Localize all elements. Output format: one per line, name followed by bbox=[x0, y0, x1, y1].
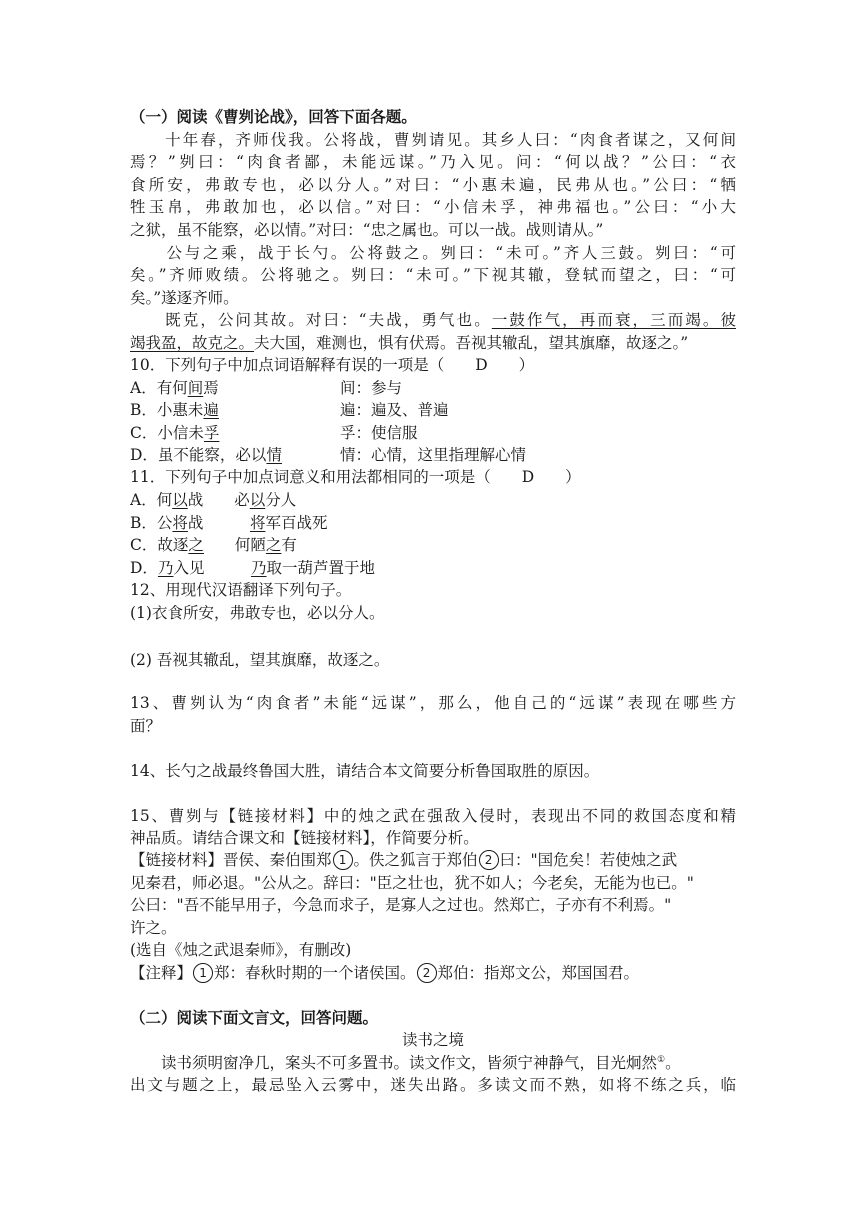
passage-line: 十年春，齐师伐我。公将战，曹刿请见。其乡人曰：“肉食者谋之，又何间 bbox=[130, 131, 736, 149]
link-material: 公曰："吾不能早用子，今急而求子，是寡人之过也。然郑亡，子亦有不利焉。" bbox=[130, 896, 672, 914]
q10-stem: 10．下列句子中加点词语解释有误的一项是（ D ） bbox=[130, 356, 535, 374]
passage-line: 焉？”刿曰：“肉食者鄙，未能远谋。”乃入见。问：“何以战？”公曰：“衣 bbox=[130, 153, 736, 171]
q11-option-a: A．何以战 必以分人 bbox=[130, 491, 297, 509]
source-note: (选自《烛之武退秦师》，有删改) bbox=[130, 941, 352, 959]
passage-line: 矣。”齐师败绩。公将驰之。刿曰：“未可。”下视其辙，登轼而望之，曰：“可 bbox=[130, 266, 736, 284]
passage-line: 食所安，弗敢专也，必以分人。”对曰：“小惠未遍，民弗从也。”公曰：“牺 bbox=[130, 176, 736, 194]
q15-stem: 15、曹刿与【链接材料】中的烛之武在强敌入侵时，表现出不同的救国态度和精 bbox=[130, 807, 736, 825]
link-material: 【链接材料】晋侯、秦伯围郑 1 。佚之狐言于郑伯 2 曰："国危矣！若使烛之武 bbox=[130, 851, 678, 869]
underlined-sentence: 竭我盈，故克之。 bbox=[130, 334, 255, 352]
passage-line: 之狱，虽不能察，必以情。”对曰：“忠之属也。可以一战。战则请从。” bbox=[130, 221, 604, 239]
link-material: 许之。 bbox=[130, 919, 177, 937]
passage-line: 既克，公问其故。对曰：“夫战，勇气也。一鼓作气，再而衰，三而竭。彼 bbox=[130, 311, 736, 329]
q12-sentence-1: (1)衣食所安，弗敢专也，必以分人。 bbox=[130, 604, 385, 622]
section2-heading: （二）阅读下面文言文，回答问题。 bbox=[130, 1008, 379, 1027]
q12-stem: 12、用现代汉语翻译下列句子。 bbox=[130, 581, 352, 599]
q13-stem: 面？ bbox=[130, 717, 162, 735]
link-material: 见秦君，师必退。"公从之。辞曰："臣之壮也，犹不如人；今老矣，无能为也已。" bbox=[130, 874, 694, 892]
passage-line: 公与之乘，战于长勺。公将鼓之。刿曰：“未可。”齐人三鼓。刿曰：“可 bbox=[130, 244, 736, 262]
note-marker-2: 2 bbox=[479, 850, 499, 870]
passage-line: 牲玉帛，弗敢加也，必以信。”对曰：“小信未孚，神弗福也。”公曰：“小大 bbox=[130, 198, 736, 216]
article-line: 出文与题之上，最忌坠入云雾中，迷失出路。多读文而不熟，如将不练之兵，临 bbox=[130, 1076, 736, 1094]
underlined-sentence: 一鼓作气，再而衰，三而竭。彼 bbox=[491, 311, 736, 329]
article-line: 读书须明窗净几，案头不可多置书。读文作文，皆须宁神静气，目光炯然①。 bbox=[130, 1054, 681, 1072]
note-marker-1: 1 bbox=[333, 850, 353, 870]
passage-line: 矣。”遂逐齐师。 bbox=[130, 289, 239, 307]
q11-option-d: D．乃入见 乃取一葫芦置于地 bbox=[130, 559, 376, 577]
q11-option-c: C．故逐之 何陋之有 bbox=[130, 536, 297, 554]
section1-heading: （一）阅读《曹刿论战》，回答下面各题。 bbox=[130, 107, 417, 126]
q11-stem: 11．下列句子中加点词意义和用法都相同的一项是（ D ） bbox=[130, 468, 581, 486]
q10-option-d: D．虽不能察，必以情 情：心情，这里指理解心情 bbox=[130, 446, 527, 464]
q13-stem: 13、曹刿认为“肉食者”未能“远谋”，那么，他自己的“远谋”表现在哪些方 bbox=[130, 694, 736, 712]
footnote-marker: ① bbox=[657, 1054, 666, 1065]
article-title: 读书之境 bbox=[401, 1031, 464, 1049]
annotation: 【注释】 1 郑：春秋时期的一个诸侯国。 2 郑伯：指郑文公，郑国国君。 bbox=[130, 964, 640, 982]
q10-option-c: C．小信未孚 孚：使信服 bbox=[130, 424, 418, 442]
q11-option-b: B．公将战 将军百战死 bbox=[130, 514, 328, 532]
q10-option-b: B．小惠未遍 遍：遍及、普遍 bbox=[130, 401, 449, 419]
q12-sentence-2: (2) 吾视其辙乱，望其旗靡，故逐之。 bbox=[130, 651, 390, 669]
q15-stem: 神品质。请结合课文和【链接材料】，作简要分析。 bbox=[130, 829, 479, 847]
q14-stem: 14、长勺之战最终鲁国大胜，请结合本文简要分析鲁国取胜的原因。 bbox=[130, 762, 600, 780]
q10-option-a: A．有何间焉 间：参与 bbox=[130, 379, 403, 397]
passage-line: 竭我盈，故克之。夫大国，难测也，惧有伏焉。吾视其辙乱，望其旗靡，故逐之。” bbox=[130, 334, 689, 352]
